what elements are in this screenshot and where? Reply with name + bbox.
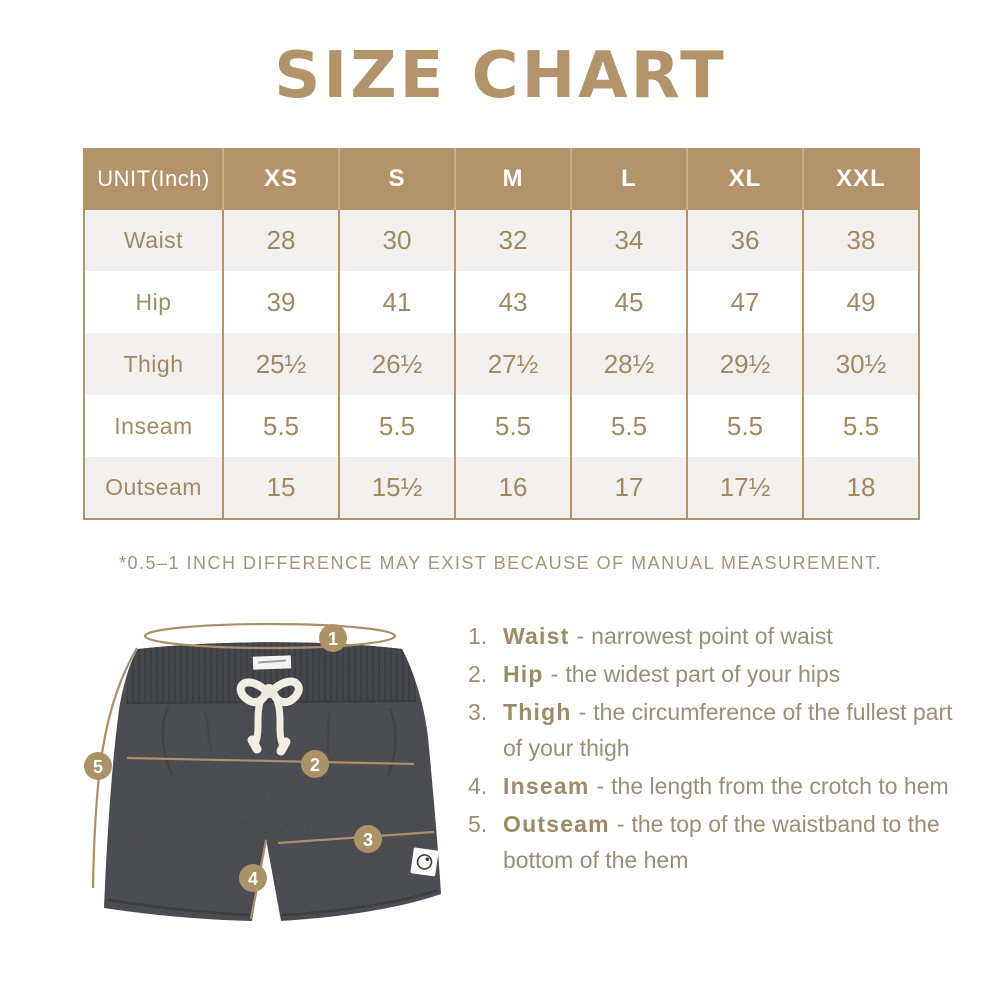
- size-cell: 5.5: [223, 395, 339, 457]
- marker-badge-3: [354, 825, 382, 853]
- size-cell: 38: [803, 209, 919, 271]
- size-column-header: S: [339, 149, 455, 209]
- hem-logo-patch: [410, 847, 438, 876]
- shorts-photo: [60, 600, 470, 960]
- size-column-header: M: [455, 149, 571, 209]
- unit-header: UNIT(Inch): [84, 149, 223, 209]
- legend-separator: -: [578, 699, 587, 725]
- size-column-header: XXL: [803, 149, 919, 209]
- size-cell: 39: [223, 271, 339, 333]
- marker-number: 5: [92, 757, 104, 777]
- size-column-header: XS: [223, 149, 339, 209]
- size-cell: 5.5: [339, 395, 455, 457]
- marker-number: 2: [309, 755, 321, 775]
- row-label: Thigh: [123, 350, 184, 377]
- size-column-header: XL: [687, 149, 803, 209]
- legend-term: Waist: [503, 623, 570, 649]
- size-cell: 28½: [571, 333, 687, 395]
- size-cell: 17½: [687, 457, 803, 519]
- size-cell: 32: [455, 209, 571, 271]
- legend-description: narrowest point of waist: [591, 623, 833, 649]
- table-row: [84, 333, 919, 395]
- size-cell: 17: [571, 457, 687, 519]
- size-cell: 15: [223, 457, 339, 519]
- size-cell: 34: [571, 209, 687, 271]
- legend-item: [468, 694, 954, 766]
- size-cell: 47: [687, 271, 803, 333]
- legend-separator: -: [596, 773, 605, 799]
- table-row: [84, 395, 919, 457]
- table-row: [84, 271, 919, 333]
- legend-term: Thigh: [503, 699, 572, 725]
- legend-number: 2.: [468, 661, 488, 687]
- size-cell: 25½: [223, 333, 339, 395]
- size-table-header-row: [84, 149, 919, 209]
- marker-number: 1: [327, 629, 339, 649]
- size-cell: 30: [339, 209, 455, 271]
- table-row: [84, 209, 919, 271]
- size-cell: 49: [803, 271, 919, 333]
- legend-number: 4.: [468, 773, 488, 799]
- legend-number: 5.: [468, 811, 488, 837]
- size-cell: 16: [455, 457, 571, 519]
- size-cell: 15½: [339, 457, 455, 519]
- marker-number: 3: [362, 830, 374, 850]
- size-cell: 29½: [687, 333, 803, 395]
- legend-separator: -: [550, 661, 559, 687]
- measurement-disclaimer: *0.5–1 INCH DIFFERENCE MAY EXIST BECAUSE OF MANUAL MEASUREMENT.: [119, 553, 882, 573]
- size-cell: 27½: [455, 333, 571, 395]
- legend-number: 1.: [468, 623, 488, 649]
- legend-separator: -: [576, 623, 585, 649]
- marker-badge-4: [239, 864, 267, 892]
- size-cell: 30½: [803, 333, 919, 395]
- legend-description: the widest part of your hips: [565, 661, 841, 687]
- size-cell: 5.5: [455, 395, 571, 457]
- legend-separator: -: [616, 811, 625, 837]
- legend-term: Hip: [503, 661, 544, 687]
- waistband-brand-tag: [253, 655, 291, 669]
- row-label: Hip: [135, 288, 172, 315]
- size-table: [83, 148, 920, 520]
- row-label: Outseam: [105, 474, 202, 500]
- marker-badge-5: [84, 752, 112, 780]
- legend-item: [468, 768, 954, 804]
- legend-term: Outseam: [503, 811, 610, 837]
- legend-description: the circumference of the fullest part of your thigh: [503, 699, 953, 761]
- marker-number: 4: [247, 869, 259, 889]
- size-cell: 18: [803, 457, 919, 519]
- legend-description: the length from the crotch to hem: [611, 773, 949, 799]
- row-label: Waist: [123, 227, 184, 253]
- size-cell: 36: [687, 209, 803, 271]
- marker-badge-2: [301, 750, 329, 778]
- size-cell: 41: [339, 271, 455, 333]
- legend-item: [468, 618, 954, 654]
- page-title: SIZE CHART: [274, 39, 727, 113]
- size-column-header: L: [571, 149, 687, 209]
- size-cell: 5.5: [687, 395, 803, 457]
- size-cell: 5.5: [803, 395, 919, 457]
- legend-number: 3.: [468, 699, 488, 725]
- table-row: [84, 457, 919, 519]
- legend-description: the top of the waistband to the bottom of the hem: [503, 811, 940, 873]
- legend-item: [468, 656, 954, 692]
- size-cell: 45: [571, 271, 687, 333]
- size-cell: 5.5: [571, 395, 687, 457]
- size-cell: 43: [455, 271, 571, 333]
- measurement-legend: [468, 618, 954, 880]
- marker-badge-1: [319, 624, 347, 652]
- legend-item: [468, 806, 954, 878]
- size-cell: 28: [223, 209, 339, 271]
- row-label: Inseam: [114, 412, 193, 439]
- size-cell: 26½: [339, 333, 455, 395]
- size-table-container: [83, 148, 918, 520]
- legend-term: Inseam: [503, 773, 590, 799]
- shorts-measurement-figure: [60, 600, 470, 960]
